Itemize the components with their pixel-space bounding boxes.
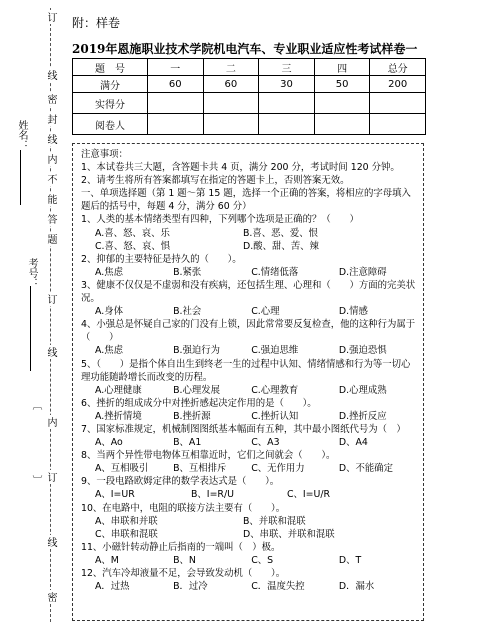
line-mark-1: 订 [45,294,56,304]
answer-option[interactable]: B.喜、恶、爱、恨 [243,227,319,239]
answer-option[interactable]: D、不能确定 [338,463,393,475]
answer-option[interactable]: A、I=UR [95,489,135,501]
answer-option[interactable]: A.挫折情境 [95,410,142,422]
answer-option[interactable]: B．过冷 [173,581,208,593]
answer-option[interactable]: C．温度失控 [251,581,305,593]
question-stem: 5、（ ）是指个体自出生到终老一生的过程中认知、情绪情感和行为等一切心理功能随龄增长而改变的历程。 [81,358,411,383]
seal-char-6: 内 [45,154,56,164]
score-actual-cell[interactable] [259,93,315,114]
score-actual-cell[interactable] [370,93,426,114]
answer-option[interactable]: D.注意障碍 [338,266,387,278]
score-grader-cell[interactable] [314,114,370,135]
attachment-label: 附：样卷 [72,16,121,30]
bracket-close: 〕 [30,475,41,485]
answer-option[interactable]: D、串联、并联和混联 [243,528,335,540]
score-header-cell: 题 号 [73,59,148,76]
option-row [81,384,417,397]
answer-option[interactable]: A.心理健康 [95,384,142,396]
option-row [81,436,417,449]
answer-option[interactable]: C.挫折认知 [251,410,299,422]
line-mark-6: 密 [45,592,56,602]
id-blank[interactable] [30,286,31,371]
option-row [81,410,417,423]
answer-option[interactable]: B、互相排斥 [173,463,227,475]
answer-option[interactable]: B.心理发展 [173,384,221,396]
answer-option[interactable]: D.心理成熟 [338,384,387,396]
answer-option[interactable]: B.社会 [173,306,202,318]
answer-option[interactable]: D.强迫恐惧 [338,345,387,357]
answer-option[interactable]: B、N [173,554,196,566]
score-full-cell: 50 [314,76,370,93]
answer-option[interactable]: B.强迫行为 [173,345,221,357]
score-full-cell: 30 [259,76,315,93]
option-row [81,554,417,567]
answer-option[interactable]: A、M [95,554,119,566]
answer-option[interactable]: C、串联和混联 [95,528,158,540]
answer-option[interactable]: C、A3 [251,437,280,449]
score-full-cell: 60 [148,76,204,93]
score-full-row [73,76,426,93]
score-full-cell: 60 [203,76,259,93]
option-row [81,515,417,528]
question-stem: 9、一段电路欧姆定律的数学表达式是（ ）。 [81,476,280,488]
score-grader-cell[interactable] [203,114,259,135]
bracket-open: 〔 [30,400,41,410]
answer-option[interactable]: D.挫折反应 [338,410,387,422]
option-row [81,344,417,357]
score-full-cell: 满分 [73,76,148,93]
seal-char-5: 线 [45,134,56,144]
score-actual-cell[interactable] [203,93,259,114]
question-stem: 1、人类的基本情绪类型有四种，下列哪个选项是正确的？（ ） [81,214,359,226]
answer-option[interactable]: A.身体 [95,306,123,318]
answer-option[interactable]: D、T [338,554,362,566]
answer-option[interactable]: C.喜、怒、哀、惧 [95,240,171,252]
score-header-cell: 四 [314,59,370,76]
question-stem: 10、在电路中，电阻的联接方法主要有（ ）。 [81,502,286,514]
option-row [81,227,417,240]
answer-option[interactable]: B.紧张 [173,266,202,278]
page-title: 2019年恩施职业技术学院机电汽车、专业职业适应性考试样卷一 [72,42,418,56]
notice-line: 1、本试卷共三大题，含答题卡共 4 页，满分 200 分，考试时间 120 分钟。 [81,162,400,174]
seal-char-3: 密 [45,94,56,104]
seal-char-4: 封 [45,114,56,124]
option-row [81,266,417,279]
seal-char-9: 答 [45,214,56,224]
question-stem: 7、国家标准规定，机械制图图纸基本幅面有五种，其中最小图纸代号为（ ） [81,423,406,435]
notice-heading: 注意事项： [81,149,128,160]
seal-char-7: 不 [45,174,56,184]
score-actual-label: 实得分 [73,93,148,114]
score-actual-cell[interactable] [314,93,370,114]
answer-option[interactable]: B、并联和混联 [243,515,306,527]
answer-option[interactable]: D.酸、甜、苦、辣 [243,240,319,252]
question-list [81,213,417,593]
question-stem: 4、小强总是怀疑自己家的门没有上锁，因此常常要反复检查，他的这种行为属于（ ） [81,319,416,344]
answer-option[interactable]: A、互相吸引 [95,463,149,475]
line-mark-4: 订 [45,472,56,482]
notice-line: 2、请考生将所有答案都填写在指定的答题卡上，否则答案无效。 [81,175,350,187]
answer-option[interactable]: A．过热 [95,581,130,593]
answer-option[interactable]: D．漏水 [338,581,375,593]
seal-char-2: 线 [45,70,56,80]
seal-char-8: 能 [45,194,56,204]
answer-option[interactable]: A.焦虑 [95,345,123,357]
answer-option[interactable]: C.情绪低落 [251,266,299,278]
answer-option[interactable]: A、串联和并联 [95,515,158,527]
question-stem: 2、抑郁的主要特征是持久的（ ）。 [81,253,242,265]
answer-option[interactable]: D.情感 [338,306,368,318]
question-stem: 11、小磁针转动静止后指南的一端叫（ ）极。 [81,541,281,553]
answer-option[interactable]: A、Ao [95,437,123,449]
option-row [81,462,417,475]
score-header-cell: 一 [148,59,204,76]
answer-option[interactable]: D、A4 [338,437,368,449]
answer-option[interactable]: C、无作用力 [251,463,305,475]
answer-option[interactable]: C、S [251,554,274,566]
question-stem: 8、当两个异性带电物体互相靠近时，它们之间就会（ ）。 [81,450,336,462]
name-blank[interactable] [20,150,21,205]
answer-option[interactable]: B.挫折源 [173,410,211,422]
section-heading: 一、单项选择题（第 1 题～第 15 题，选择一个正确的答案，将相应的字母填入题后的括号中，每题 4 分，满分 60 分） [81,188,411,213]
question-stem: 6、挫折的组成成分中对挫折感起决定作用的是（ ）。 [81,397,317,409]
option-row [81,580,417,593]
answer-option[interactable]: C.强迫思维 [251,345,299,357]
score-grader-cell[interactable] [259,114,315,135]
answer-option[interactable]: C.心理教育 [251,384,299,396]
option-row [81,305,417,318]
score-grader-cell[interactable] [148,114,204,135]
line-mark-5: 线 [45,537,56,547]
binding-margin [0,0,72,630]
score-full-cell: 200 [370,76,426,93]
answer-option[interactable]: C.心理 [251,306,280,318]
seal-char-1: 订 [45,12,56,22]
line-mark-2: 线 [45,347,56,357]
answer-option[interactable]: A.喜、怒、哀、乐 [95,227,170,239]
score-grader-label: 阅卷人 [73,114,148,135]
seal-char-10: 题 [45,234,56,244]
answer-option[interactable]: B、A1 [173,437,202,449]
answer-option[interactable]: C、I=U/R [287,489,331,501]
exam-body [72,143,424,621]
score-grader-row [73,114,426,135]
score-table [72,58,426,135]
score-grader-cell[interactable] [370,114,426,135]
answer-option[interactable]: A.焦虑 [95,266,123,278]
score-actual-row [73,93,426,114]
score-actual-cell[interactable] [148,93,204,114]
score-header-cell: 总分 [370,59,426,76]
line-mark-3: 内 [45,417,56,427]
score-header-cell: 三 [259,59,315,76]
option-row [81,528,417,541]
question-stem: 3、健康不仅仅是不虚弱和没有疾病，还包括生理、心理和（ ）方面的完美状况。 [81,279,416,305]
option-row [81,240,417,253]
option-row [81,488,417,501]
question-stem: 12、汽车冷却液量不足，会导致发动机（ ）。 [81,568,286,579]
name-label: 姓名： [16,120,27,150]
score-header-cell: 二 [203,59,259,76]
answer-option[interactable]: B、I=R/U [191,489,234,501]
score-header-row [73,59,426,76]
id-label: 考号： [26,258,37,288]
